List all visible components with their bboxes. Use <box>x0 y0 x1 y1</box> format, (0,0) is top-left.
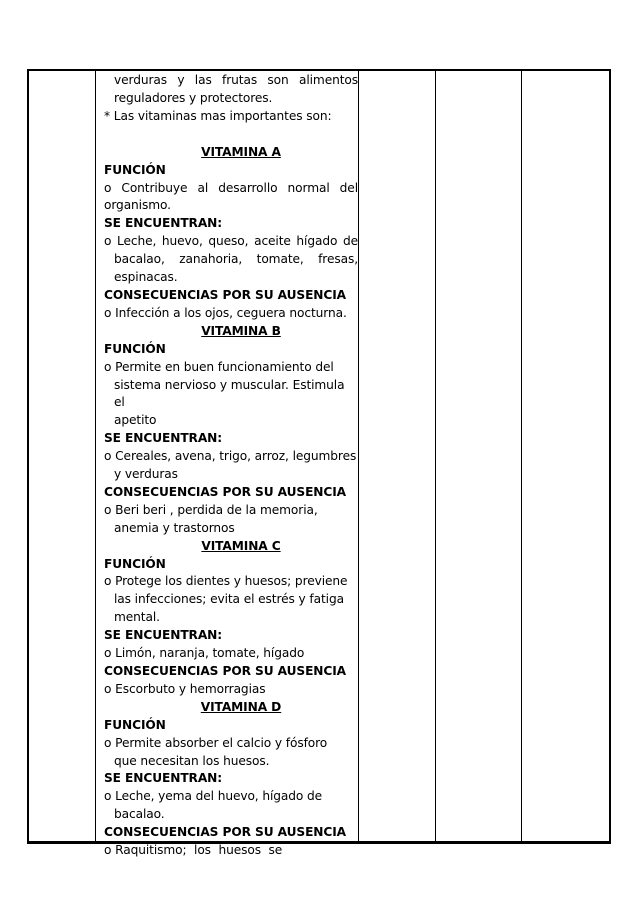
ausencia-text: o Escorbuto y hemorragias <box>104 681 266 696</box>
funcion-heading: FUNCIÓN <box>104 717 166 732</box>
column-divider <box>358 69 359 844</box>
funcion-heading: FUNCIÓN <box>104 556 166 571</box>
funcion-text: o Contribuye al desarrollo normal del <box>104 180 358 195</box>
encuentran-heading: SE ENCUENTRAN: <box>104 431 223 446</box>
ausencia-heading: CONSECUENCIAS POR SU AUSENCIA <box>104 484 347 499</box>
funcion-text: o Permite en buen funcionamiento del <box>104 359 334 374</box>
intro-line: reguladores y protectores. <box>114 90 273 105</box>
vitamin-d-title: VITAMINA D <box>200 699 282 714</box>
ausencia-text: o Infección a los ojos, ceguera nocturna. <box>104 305 347 320</box>
encuentran-heading: SE ENCUENTRAN: <box>104 216 223 231</box>
funcion-text: organismo. <box>104 198 171 213</box>
spacer <box>104 126 358 144</box>
intro-line: verduras y las frutas son alimentos <box>114 73 358 87</box>
encuentran-text: espinacas. <box>114 270 178 285</box>
funcion-text: o Permite absorber el calcio y fósforo <box>104 735 328 750</box>
ausencia-heading: CONSECUENCIAS POR SU AUSENCIA <box>104 664 347 678</box>
encuentran-heading: SE ENCUENTRAN: <box>104 771 223 786</box>
ausencia-text: o Raquitismo; los huesos se <box>104 843 283 858</box>
ausencia-text: anemia y trastornos <box>114 520 235 535</box>
funcion-text: las infecciones; evita el estrés y fatiga <box>114 592 344 607</box>
encuentran-text: o Limón, naranja, tomate, hígado <box>104 646 305 661</box>
ausencia-heading: CONSECUENCIAS POR SU AUSENCIA <box>104 825 347 840</box>
vitamin-c-title: VITAMINA C <box>201 538 281 553</box>
encuentran-text: o Leche, yema del huevo, hígado de <box>104 789 323 804</box>
funcion-text: o Protege los dientes y huesos; previene <box>104 574 348 589</box>
funcion-heading: FUNCIÓN <box>104 341 166 356</box>
vitamin-b-title: VITAMINA B <box>201 323 281 338</box>
column-divider <box>435 69 436 844</box>
intro-line: * Las vitaminas mas importantes son: <box>104 108 332 123</box>
encuentran-heading: SE ENCUENTRAN: <box>104 628 223 643</box>
funcion-text: apetito <box>114 413 157 428</box>
vitamins-cell <box>104 72 358 860</box>
ausencia-text: o Beri beri , perdida de la memoria, <box>104 502 318 517</box>
encuentran-text: bacalao, zanahoria, tomate, fresas, <box>114 252 358 267</box>
vitamin-a-title: VITAMINA A <box>201 144 281 159</box>
column-divider <box>95 69 96 844</box>
encuentran-text: y verduras <box>114 467 178 482</box>
encuentran-text: o Leche, huevo, queso, aceite hígado de <box>104 234 358 249</box>
column-divider <box>521 69 522 844</box>
encuentran-text: o Cereales, avena, trigo, arroz, legumbres <box>104 449 357 464</box>
funcion-text: mental. <box>114 610 160 625</box>
funcion-text: sistema nervioso y muscular. Estimula el <box>114 377 345 410</box>
encuentran-text: bacalao. <box>114 807 165 822</box>
funcion-text: que necesitan los huesos. <box>114 753 270 768</box>
funcion-heading: FUNCIÓN <box>104 162 166 177</box>
ausencia-heading: CONSECUENCIAS POR SU AUSENCIA <box>104 287 347 302</box>
